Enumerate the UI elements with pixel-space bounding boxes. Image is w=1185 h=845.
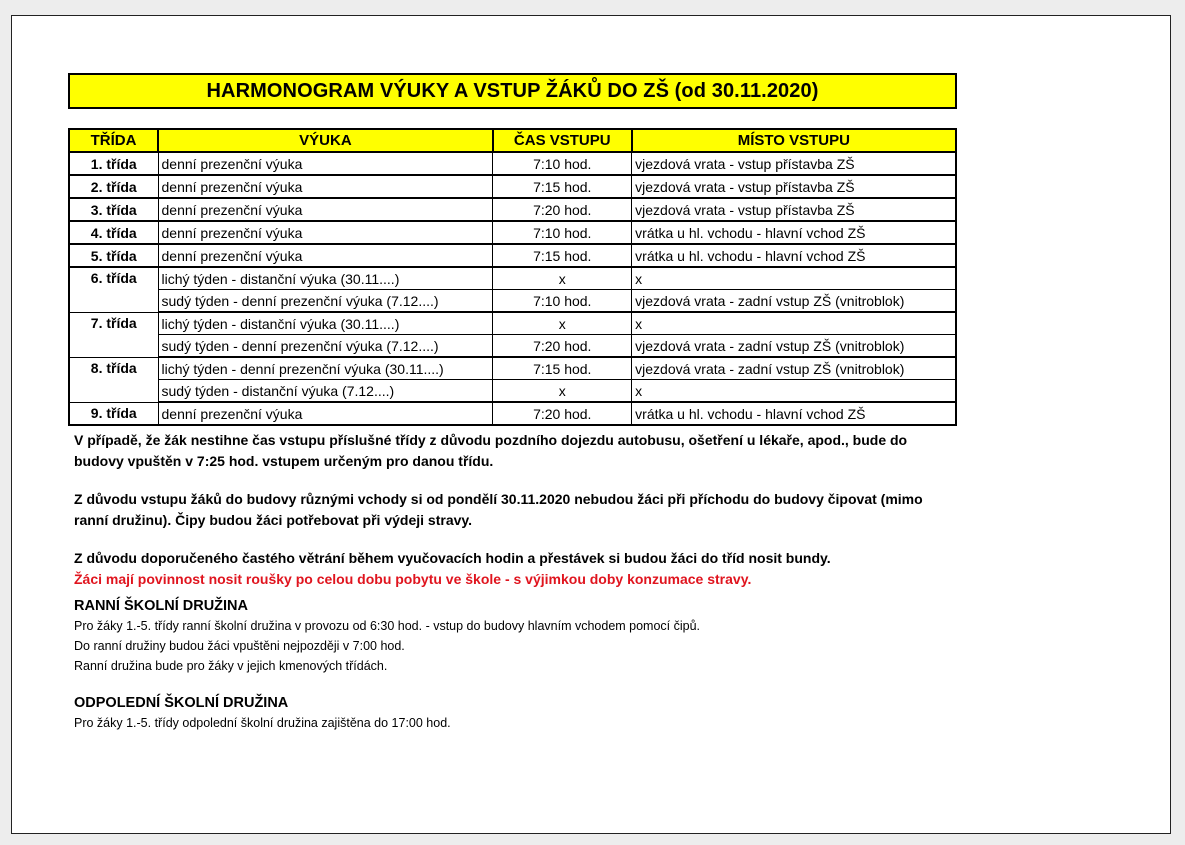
table-row [69, 198, 956, 221]
cas-cell: x [493, 380, 632, 403]
class-cell: 5. třída [69, 244, 158, 267]
misto-cell: vjezdová vrata - vstup přístavba ZŠ [632, 198, 956, 221]
header-vyuka: VÝUKA [158, 129, 493, 152]
misto-cell: vjezdová vrata - vstup přístavba ZŠ [632, 175, 956, 198]
vyuka-cell: sudý týden - denní prezenční výuka (7.12....) [158, 290, 493, 313]
table-row [69, 335, 956, 358]
class-cell: 6. třída [69, 267, 158, 312]
morning-club-line-2: Do ranní družiny budou žáci vpuštěni nejpozději v 7:00 hod. [74, 639, 405, 653]
cas-cell: 7:10 hod. [493, 290, 632, 313]
vyuka-cell: sudý týden - distanční výuka (7.12....) [158, 380, 493, 403]
cas-cell: 7:20 hod. [493, 335, 632, 358]
table-row [69, 221, 956, 244]
class-cell: 4. třída [69, 221, 158, 244]
misto-cell: vjezdová vrata - zadní vstup ZŠ (vnitroblok) [632, 357, 956, 380]
schedule-table [68, 128, 957, 426]
morning-club-heading: RANNÍ ŠKOLNÍ DRUŽINA [74, 598, 248, 614]
chip-note-line-1: Z důvodu vstupu žáků do budovy různými vchody si od pondělí 30.11.2020 nebudou žáci při příchodu do budovy čipovat (mimo [74, 491, 923, 507]
cas-cell: 7:10 hod. [493, 152, 632, 175]
ventilation-note: Z důvodu doporučeného častého větrání během vyučovacích hodin a přestávek si budou žáci do tříd nosit bundy. [74, 550, 831, 566]
class-cell: 7. třída [69, 312, 158, 357]
misto-cell: vrátka u hl. vchodu - hlavní vchod ZŠ [632, 244, 956, 267]
chip-note-line-2: ranní družinu). Čipy budou žáci potřebovat při výdeji stravy. [74, 512, 473, 528]
misto-cell: x [632, 312, 956, 335]
late-arrival-note-line-2: budovy vpuštěn v 7:25 hod. vstupem určeným pro danou třídu. [74, 453, 494, 469]
table-row [69, 402, 956, 425]
table-row [69, 312, 956, 335]
misto-cell: vrátka u hl. vchodu - hlavní vchod ZŠ [632, 221, 956, 244]
cas-cell: 7:20 hod. [493, 402, 632, 425]
header-cas-vstupu: ČAS VSTUPU [493, 129, 632, 152]
vyuka-cell: denní prezenční výuka [158, 175, 493, 198]
vyuka-cell: sudý týden - denní prezenční výuka (7.12....) [158, 335, 493, 358]
vyuka-cell: denní prezenční výuka [158, 152, 493, 175]
class-cell: 3. třída [69, 198, 158, 221]
misto-cell: vrátka u hl. vchodu - hlavní vchod ZŠ [632, 402, 956, 425]
cas-cell: 7:15 hod. [493, 244, 632, 267]
cas-cell: x [493, 267, 632, 290]
misto-cell: vjezdová vrata - vstup přístavba ZŠ [632, 152, 956, 175]
afternoon-club-heading: ODPOLEDNÍ ŠKOLNÍ DRUŽINA [74, 695, 289, 711]
table-row [69, 357, 956, 380]
vyuka-cell: denní prezenční výuka [158, 402, 493, 425]
vyuka-cell: denní prezenční výuka [158, 198, 493, 221]
class-cell: 1. třída [69, 152, 158, 175]
document-title: HARMONOGRAM VÝUKY A VSTUP ŽÁKŮ DO ZŠ (od 30.11.2020) [68, 73, 957, 109]
afternoon-club-line-1: Pro žáky 1.-5. třídy odpolední školní družina zajištěna do 17:00 hod. [74, 716, 451, 730]
header-trida: TŘÍDA [69, 129, 158, 152]
vyuka-cell: lichý týden - distanční výuka (30.11....) [158, 267, 493, 290]
cas-cell: 7:10 hod. [493, 221, 632, 244]
table-row [69, 267, 956, 290]
vyuka-cell: denní prezenční výuka [158, 244, 493, 267]
morning-club-line-1: Pro žáky 1.-5. třídy ranní školní družina v provozu od 6:30 hod. - vstup do budovy hlavním vchodem pomocí čipů. [74, 619, 701, 633]
morning-club-line-3: Ranní družina bude pro žáky v jejich kmenových třídách. [74, 659, 388, 673]
table-row [69, 244, 956, 267]
misto-cell: vjezdová vrata - zadní vstup ZŠ (vnitroblok) [632, 335, 956, 358]
table-row [69, 175, 956, 198]
cas-cell: 7:15 hod. [493, 175, 632, 198]
misto-cell: x [632, 380, 956, 403]
cas-cell: x [493, 312, 632, 335]
vyuka-cell: lichý týden - denní prezenční výuka (30.11....) [158, 357, 493, 380]
table-header-row [69, 129, 956, 152]
header-misto-vstupu: MÍSTO VSTUPU [632, 129, 956, 152]
late-arrival-note-line-1: V případě, že žák nestihne čas vstupu příslušné třídy z důvodu pozdního dojezdu autobusu, ošetření u lékaře, apod., bude do [74, 432, 908, 448]
table-row [69, 152, 956, 175]
cas-cell: 7:20 hod. [493, 198, 632, 221]
notes-section [74, 430, 974, 733]
table-row [69, 380, 956, 403]
class-cell: 8. třída [69, 357, 158, 402]
vyuka-cell: denní prezenční výuka [158, 221, 493, 244]
misto-cell: x [632, 267, 956, 290]
cas-cell: 7:15 hod. [493, 357, 632, 380]
vyuka-cell: lichý týden - distanční výuka (30.11....) [158, 312, 493, 335]
misto-cell: vjezdová vrata - zadní vstup ZŠ (vnitroblok) [632, 290, 956, 313]
class-cell: 9. třída [69, 402, 158, 425]
mask-warning: Žáci mají povinnost nosit roušky po celou dobu pobytu ve škole - s výjimkou doby konzumace stravy. [74, 571, 752, 587]
table-row [69, 290, 956, 313]
class-cell: 2. třída [69, 175, 158, 198]
